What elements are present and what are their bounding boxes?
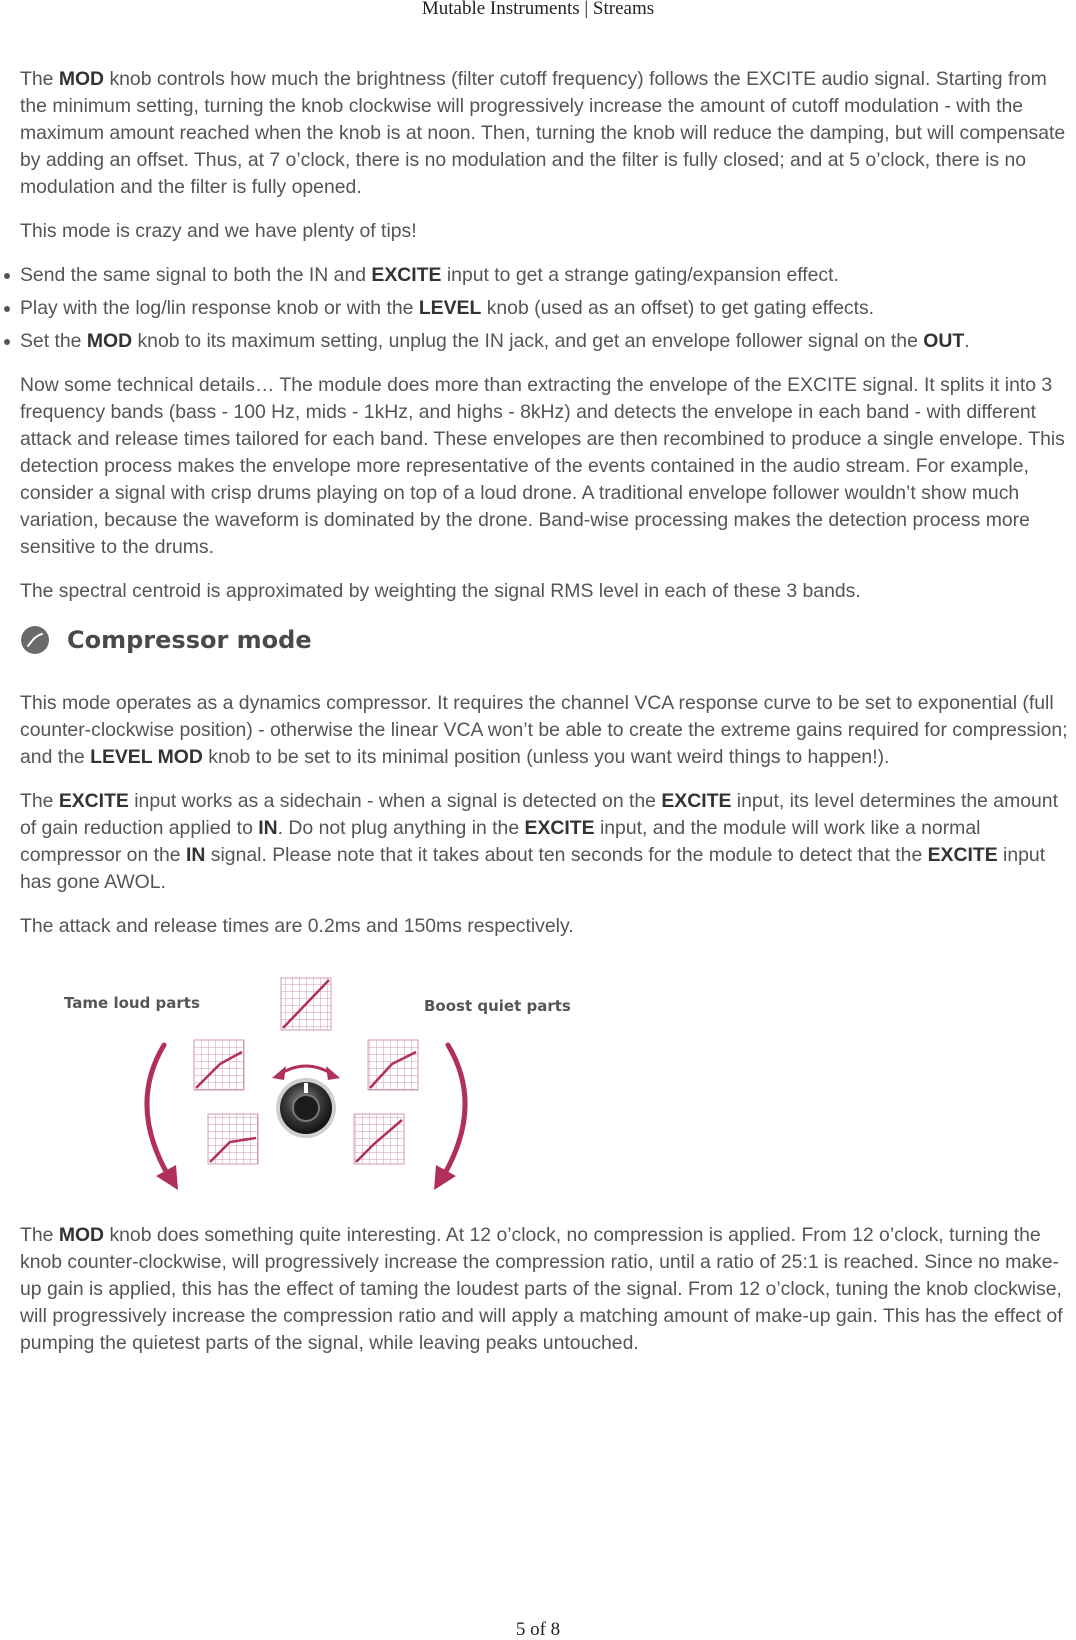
list-item: Send the same signal to both the IN and EXCITE input to get a strange gating/expansion effect. <box>20 262 1072 289</box>
graph-boost-mild <box>368 1040 418 1090</box>
paragraph-attack-release: The attack and release times are 0.2ms and 150ms respectively. <box>20 915 574 937</box>
diagram-label-tame: Tame loud parts <box>64 994 200 1012</box>
tips-list <box>20 262 1072 355</box>
bold-term: IN <box>258 817 278 839</box>
bold-term: IN <box>185 844 206 866</box>
bold-term: OUT <box>923 330 965 352</box>
list-item: Set the MOD knob to its maximum setting, unplug the IN jack, and get an envelope follower signal on the OUT. <box>20 328 1072 355</box>
bold-term: EXCITE <box>371 264 442 286</box>
bold-term: MOD <box>58 1224 105 1246</box>
paragraph-technical-details: Now some technical details… The module does more than extracting the envelope of the EXCITE signal. It splits it into 3 frequency bands (bass - 100 Hz, mids - 1kHz, and highs - 8kHz) and detects the envelope in each band - with different attack and release times tailored for each band. These envelopes are then recombined to produce a single envelope. This detection process makes the envelope more representative of the events contained in the audio stream. For example, consider a signal with crisp drums playing on top of a loud drone. A traditional envelope follower wouldn’t show much variation, because the waveform is dominated by the drone. Band-wise processing makes the detection process more sensitive to the drums. <box>20 374 1065 558</box>
paragraph-spectral-centroid: The spectral centroid is approximated by weighting the signal RMS level in each of these 3 bands. <box>20 580 861 602</box>
paragraph-compressor-intro: This mode operates as a dynamics compressor. It requires the channel VCA response curve to be set to exponential (full counter-clockwise position) - otherwise the linear VCA won’t be able to create the extreme gains required for compression; and the LEVEL MOD knob to be set to its minimal position (unless you want weird things to happen!). <box>20 692 1068 768</box>
paragraph-tips-intro: This mode is crazy and we have plenty of tips! <box>20 220 417 242</box>
page-footer: 5 of 8 <box>515 1619 561 1640</box>
bold-term: LEVEL MOD <box>90 746 203 768</box>
bold-term: LEVEL <box>418 297 482 319</box>
bold-term: MOD <box>58 68 105 90</box>
compressor-curve-icon <box>20 625 50 655</box>
diagram-label-boost: Boost quiet parts <box>424 997 571 1015</box>
paragraph-sidechain: The EXCITE input works as a sidechain - when a signal is detected on the EXCITE input, its level determines the amount of gain reduction applied to IN. Do not plug anything in the EXCITE input, and the module will work like a normal compressor on the IN signal. Please note that it takes about ten seconds for the module to detect that the EXCITE input has gone AWOL. <box>20 790 1058 893</box>
bold-term: EXCITE <box>524 817 595 839</box>
mod-knob <box>276 1078 336 1138</box>
paragraph-mod-compression: The MOD knob does something quite interesting. At 12 o’clock, no compression is applied. From 12 o’clock, turning the knob counter-clockwise, will progressively increase the compression ratio, until a ratio of 25:1 is reached. Since no make-up gain is applied, this has the effect of taming the loudest parts of the signal. From 12 o’clock, tuning the knob clockwise, will progressively increase the compression ratio and will apply a matching amount of make-up gain. This has the effect of pumping the quietest parts of the signal, while leaving peaks untouched. <box>20 1224 1063 1354</box>
graph-boost-hard <box>354 1114 404 1164</box>
graph-compress-mild <box>194 1040 244 1090</box>
graph-compress-hard <box>208 1114 258 1164</box>
rotation-arrow <box>272 1066 340 1080</box>
graph-unity <box>281 978 331 1030</box>
section-title: Compressor mode <box>67 626 312 654</box>
section-heading-compressor <box>20 622 1072 672</box>
bold-term: MOD <box>86 330 133 352</box>
paragraph-mod-brightness: The MOD knob controls how much the brightness (filter cutoff frequency) follows the EXCITE audio signal. Starting from the minimum setting, turning the knob clockwise will progressively increase the amount of cutoff modulation - with the maximum amount reached when the knob is at noon. Then, turning the knob will reduce the damping, but will compensate by adding an offset. Thus, at 7 o’clock, there is no modulation and the filter is fully closed; and at 5 o’clock, there is no modulation and the filter is fully opened. <box>20 68 1066 198</box>
list-item: Play with the log/lin response knob or with the LEVEL knob (used as an offset) to get gating effects. <box>20 295 1072 322</box>
right-arc-arrow <box>434 1045 465 1190</box>
page-header: Mutable Instruments | Streams <box>421 0 655 19</box>
document-body <box>20 66 1072 1374</box>
left-arc-arrow <box>147 1045 178 1190</box>
bold-term: EXCITE <box>927 844 998 866</box>
bold-term: EXCITE <box>58 790 129 812</box>
mod-knob-diagram <box>40 970 580 1200</box>
bold-term: EXCITE <box>661 790 732 812</box>
